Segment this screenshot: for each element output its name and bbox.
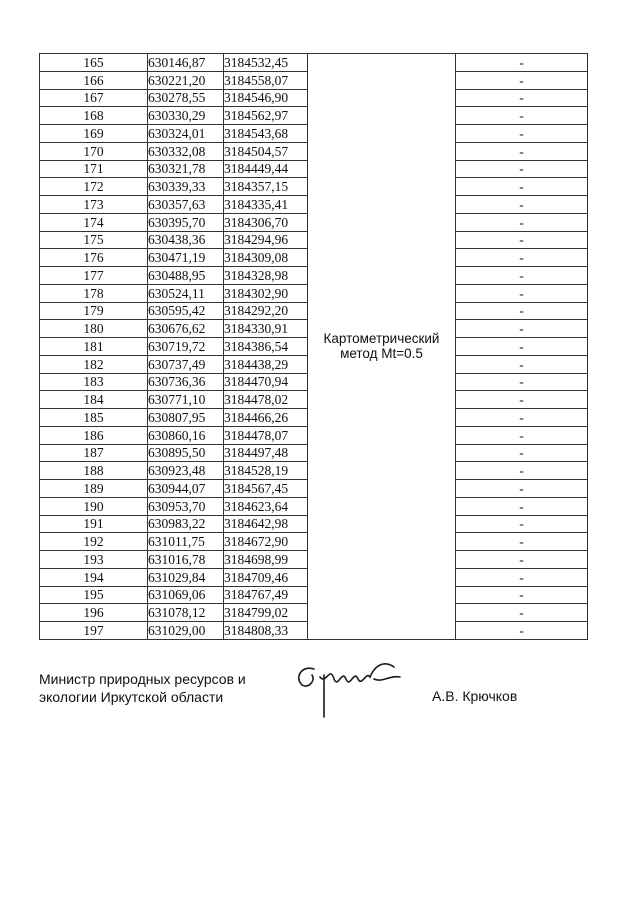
x-coordinate-cell: 630278,55 xyxy=(148,89,224,107)
x-coordinate-cell: 630471,19 xyxy=(148,249,224,267)
y-coordinate-cell: 3184543,68 xyxy=(224,125,308,143)
accuracy-value-cell: - xyxy=(456,391,588,409)
y-coordinate-cell: 3184567,45 xyxy=(224,480,308,498)
y-coordinate-cell: 3184709,46 xyxy=(224,568,308,586)
accuracy-value-cell: - xyxy=(456,409,588,427)
signatory-name: А.В. Крючков xyxy=(432,688,518,704)
y-coordinate-cell: 3184562,97 xyxy=(224,107,308,125)
accuracy-value-cell: - xyxy=(456,213,588,231)
y-coordinate-cell: 3184294,96 xyxy=(224,231,308,249)
x-coordinate-cell: 630357,63 xyxy=(148,196,224,214)
point-number-cell: 166 xyxy=(40,71,148,89)
point-number-cell: 170 xyxy=(40,142,148,160)
accuracy-value-cell: - xyxy=(456,125,588,143)
x-coordinate-cell: 630944,07 xyxy=(148,480,224,498)
point-number-cell: 185 xyxy=(40,409,148,427)
accuracy-value-cell: - xyxy=(456,462,588,480)
accuracy-value-cell: - xyxy=(456,480,588,498)
x-coordinate-cell: 630771,10 xyxy=(148,391,224,409)
handwritten-signature xyxy=(290,655,410,720)
y-coordinate-cell: 3184335,41 xyxy=(224,196,308,214)
y-coordinate-cell: 3184478,02 xyxy=(224,391,308,409)
point-number-cell: 191 xyxy=(40,515,148,533)
y-coordinate-cell: 3184504,57 xyxy=(224,142,308,160)
point-number-cell: 183 xyxy=(40,373,148,391)
x-coordinate-cell: 630895,50 xyxy=(148,444,224,462)
x-coordinate-cell: 630488,95 xyxy=(148,267,224,285)
point-number-cell: 184 xyxy=(40,391,148,409)
point-number-cell: 177 xyxy=(40,267,148,285)
accuracy-value-cell: - xyxy=(456,178,588,196)
accuracy-value-cell: - xyxy=(456,284,588,302)
point-number-cell: 179 xyxy=(40,302,148,320)
point-number-cell: 190 xyxy=(40,497,148,515)
accuracy-value-cell: - xyxy=(456,497,588,515)
y-coordinate-cell: 3184357,15 xyxy=(224,178,308,196)
point-number-cell: 168 xyxy=(40,107,148,125)
accuracy-value-cell: - xyxy=(456,267,588,285)
y-coordinate-cell: 3184449,44 xyxy=(224,160,308,178)
y-coordinate-cell: 3184558,07 xyxy=(224,71,308,89)
x-coordinate-cell: 630983,22 xyxy=(148,515,224,533)
point-number-cell: 172 xyxy=(40,178,148,196)
point-number-cell: 195 xyxy=(40,586,148,604)
accuracy-value-cell: - xyxy=(456,142,588,160)
point-number-cell: 176 xyxy=(40,249,148,267)
x-coordinate-cell: 630923,48 xyxy=(148,462,224,480)
x-coordinate-cell: 630438,36 xyxy=(148,231,224,249)
accuracy-value-cell: - xyxy=(456,196,588,214)
x-coordinate-cell: 630595,42 xyxy=(148,302,224,320)
point-number-cell: 171 xyxy=(40,160,148,178)
accuracy-value-cell: - xyxy=(456,249,588,267)
x-coordinate-cell: 631029,00 xyxy=(148,622,224,640)
x-coordinate-cell: 631069,06 xyxy=(148,586,224,604)
x-coordinate-cell: 630676,62 xyxy=(148,320,224,338)
y-coordinate-cell: 3184470,94 xyxy=(224,373,308,391)
point-number-cell: 188 xyxy=(40,462,148,480)
position-line-2: экологии Иркутской области xyxy=(39,689,224,705)
point-number-cell: 181 xyxy=(40,338,148,356)
point-number-cell: 167 xyxy=(40,89,148,107)
point-number-cell: 194 xyxy=(40,568,148,586)
y-coordinate-cell: 3184767,49 xyxy=(224,586,308,604)
accuracy-value-cell: - xyxy=(456,107,588,125)
accuracy-value-cell: - xyxy=(456,160,588,178)
x-coordinate-cell: 630339,33 xyxy=(148,178,224,196)
y-coordinate-cell: 3184438,29 xyxy=(224,355,308,373)
accuracy-value-cell: - xyxy=(456,586,588,604)
y-coordinate-cell: 3184799,02 xyxy=(224,604,308,622)
x-coordinate-cell: 630719,72 xyxy=(148,338,224,356)
point-number-cell: 169 xyxy=(40,125,148,143)
position-line-1: Министр природных ресурсов и xyxy=(39,671,246,687)
y-coordinate-cell: 3184328,98 xyxy=(224,267,308,285)
x-coordinate-cell: 630332,08 xyxy=(148,142,224,160)
method-cell xyxy=(308,54,456,640)
y-coordinate-cell: 3184497,48 xyxy=(224,444,308,462)
point-number-cell: 197 xyxy=(40,622,148,640)
point-number-cell: 165 xyxy=(40,54,148,72)
y-coordinate-cell: 3184302,90 xyxy=(224,284,308,302)
x-coordinate-cell: 630321,78 xyxy=(148,160,224,178)
accuracy-value-cell: - xyxy=(456,515,588,533)
x-coordinate-cell: 630737,49 xyxy=(148,355,224,373)
accuracy-value-cell: - xyxy=(456,355,588,373)
y-coordinate-cell: 3184466,26 xyxy=(224,409,308,427)
accuracy-value-cell: - xyxy=(456,568,588,586)
point-number-cell: 182 xyxy=(40,355,148,373)
x-coordinate-cell: 630807,95 xyxy=(148,409,224,427)
y-coordinate-cell: 3184623,64 xyxy=(224,497,308,515)
signatory-position xyxy=(39,670,246,706)
y-coordinate-cell: 3184306,70 xyxy=(224,213,308,231)
y-coordinate-cell: 3184546,90 xyxy=(224,89,308,107)
method-line-2: метод Mt=0.5 xyxy=(340,346,423,362)
point-number-cell: 192 xyxy=(40,533,148,551)
x-coordinate-cell: 631011,75 xyxy=(148,533,224,551)
point-number-cell: 180 xyxy=(40,320,148,338)
y-coordinate-cell: 3184698,99 xyxy=(224,551,308,569)
point-number-cell: 178 xyxy=(40,284,148,302)
accuracy-value-cell: - xyxy=(456,604,588,622)
x-coordinate-cell: 630736,36 xyxy=(148,373,224,391)
x-coordinate-cell: 630860,16 xyxy=(148,426,224,444)
x-coordinate-cell: 630395,70 xyxy=(148,213,224,231)
x-coordinate-cell: 630324,01 xyxy=(148,125,224,143)
x-coordinate-cell: 630221,20 xyxy=(148,71,224,89)
accuracy-value-cell: - xyxy=(456,533,588,551)
x-coordinate-cell: 631016,78 xyxy=(148,551,224,569)
y-coordinate-cell: 3184528,19 xyxy=(224,462,308,480)
accuracy-value-cell: - xyxy=(456,54,588,72)
accuracy-value-cell: - xyxy=(456,373,588,391)
x-coordinate-cell: 631078,12 xyxy=(148,604,224,622)
method-line-1: Картометрический xyxy=(323,331,440,347)
y-coordinate-cell: 3184808,33 xyxy=(224,622,308,640)
accuracy-value-cell: - xyxy=(456,551,588,569)
accuracy-value-cell: - xyxy=(456,71,588,89)
y-coordinate-cell: 3184532,45 xyxy=(224,54,308,72)
point-number-cell: 186 xyxy=(40,426,148,444)
y-coordinate-cell: 3184292,20 xyxy=(224,302,308,320)
x-coordinate-cell: 630330,29 xyxy=(148,107,224,125)
accuracy-value-cell: - xyxy=(456,426,588,444)
x-coordinate-cell: 631029,84 xyxy=(148,568,224,586)
y-coordinate-cell: 3184672,90 xyxy=(224,533,308,551)
y-coordinate-cell: 3184478,07 xyxy=(224,426,308,444)
y-coordinate-cell: 3184386,54 xyxy=(224,338,308,356)
accuracy-value-cell: - xyxy=(456,320,588,338)
point-number-cell: 189 xyxy=(40,480,148,498)
point-number-cell: 193 xyxy=(40,551,148,569)
point-number-cell: 173 xyxy=(40,196,148,214)
accuracy-value-cell: - xyxy=(456,444,588,462)
coordinates-table xyxy=(39,53,588,640)
accuracy-value-cell: - xyxy=(456,89,588,107)
accuracy-value-cell: - xyxy=(456,338,588,356)
y-coordinate-cell: 3184642,98 xyxy=(224,515,308,533)
x-coordinate-cell: 630953,70 xyxy=(148,497,224,515)
accuracy-value-cell: - xyxy=(456,231,588,249)
point-number-cell: 196 xyxy=(40,604,148,622)
x-coordinate-cell: 630146,87 xyxy=(148,54,224,72)
table-row xyxy=(40,54,588,72)
accuracy-value-cell: - xyxy=(456,622,588,640)
y-coordinate-cell: 3184309,08 xyxy=(224,249,308,267)
point-number-cell: 174 xyxy=(40,213,148,231)
point-number-cell: 175 xyxy=(40,231,148,249)
accuracy-value-cell: - xyxy=(456,302,588,320)
x-coordinate-cell: 630524,11 xyxy=(148,284,224,302)
y-coordinate-cell: 3184330,91 xyxy=(224,320,308,338)
point-number-cell: 187 xyxy=(40,444,148,462)
